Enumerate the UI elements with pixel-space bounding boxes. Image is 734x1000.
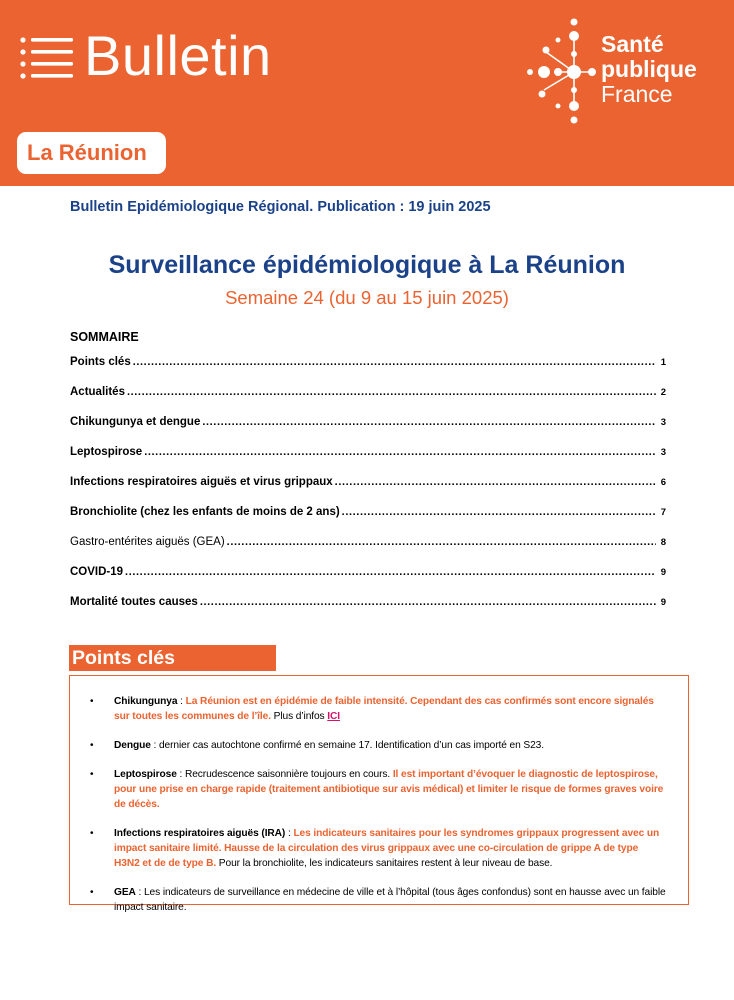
bullet-icon: • (90, 828, 94, 839)
logo-line-1: Santé (601, 31, 664, 57)
key-point-keyword: GEA (114, 887, 136, 898)
key-point-highlight: Les indicateurs sanitaires pour les syndromes grippaux progressent avec un impact sanitaire limité. Hausse de la circulation des virus grippaux avec une co-circulation de grippe A de type H3N2 et de de type B. (114, 828, 660, 869)
toc-entry-points-cles[interactable] (70, 356, 666, 386)
key-point-leptospirose (90, 767, 666, 812)
region-badge: La Réunion (17, 132, 166, 174)
toc-page-number: 2 (660, 387, 666, 398)
logo-line-2: publique (601, 56, 697, 82)
sub-title: Semaine 24 (du 9 au 15 juin 2025) (225, 287, 509, 308)
publication-line: Bulletin Epidémiologique Régional. Publication : 19 juin 2025 (70, 199, 491, 215)
key-point-dengue (90, 738, 666, 753)
key-point-separator: : (285, 828, 294, 839)
toc-page-number: 9 (660, 567, 666, 578)
toc-page-number: 8 (660, 537, 666, 548)
toc-page-number: 6 (660, 477, 666, 488)
key-point-separator: : (135, 887, 144, 898)
bulletin-title: Bulletin (84, 24, 272, 87)
key-point-keyword: Leptospirose (114, 769, 177, 780)
toc-page-number: 1 (660, 357, 666, 368)
key-point-keyword: Chikungunya (114, 696, 178, 707)
toc-entry-chikungunya-dengue[interactable] (70, 416, 666, 446)
toc-label: Mortalité toutes causes (70, 596, 198, 608)
key-point-text: Les indicateurs de surveillance en médecine de ville et à l’hôpital (tous âges confondus) sont en hausse avec un faible impact sanitaire. (114, 887, 666, 913)
key-point-separator: : (150, 740, 159, 751)
toc-label: Actualités (70, 386, 125, 398)
toc-heading: SOMMAIRE (70, 330, 139, 344)
toc-leader-dots (227, 536, 656, 548)
key-point-text: Plus d’infos (270, 711, 328, 722)
toc-entry-covid19[interactable] (70, 566, 666, 596)
bullet-icon: • (90, 769, 94, 780)
key-point-ira (90, 826, 666, 871)
toc-leader-dots (342, 506, 656, 518)
toc-label: Chikungunya et dengue (70, 416, 201, 428)
more-info-link[interactable]: ICI (327, 711, 340, 722)
toc-leader-dots (127, 386, 656, 398)
key-point-chikungunya (90, 694, 666, 724)
toc-leader-dots (133, 356, 656, 368)
bullet-icon: • (90, 696, 94, 707)
key-point-highlight: La Réunion est en épidémie de faible intensité. Cependant des cas confirmés sont encore signalés sur toutes les communes de l’île. (114, 696, 654, 722)
toc-label: Gastro-entérites aiguës (GEA) (70, 536, 225, 548)
menu-lines-icon (20, 36, 76, 80)
toc-label: Infections respiratoires aiguës et virus grippaux (70, 476, 333, 488)
header-banner (0, 0, 734, 186)
toc-entry-gea[interactable] (70, 536, 666, 566)
toc-page-number: 3 (660, 417, 666, 428)
toc-leader-dots (144, 446, 656, 458)
key-point-text: Recrudescence saisonnière toujours en cours. (184, 769, 393, 780)
logo-wordmark (601, 32, 697, 107)
toc-entry-bronchiolite[interactable] (70, 506, 666, 536)
key-point-separator: : (176, 769, 185, 780)
toc-label: Leptospirose (70, 446, 143, 458)
toc-entry-actualites[interactable] (70, 386, 666, 416)
key-point-text: dernier cas autochtone confirmé en semaine 17. Identification d’un cas importé en S23. (158, 740, 544, 751)
toc-page-number: 9 (660, 597, 666, 608)
toc-entry-mortalite[interactable] (70, 596, 666, 626)
toc-leader-dots (200, 596, 656, 608)
toc-label: Bronchiolite (chez les enfants de moins de 2 ans) (70, 506, 340, 518)
key-point-text: Pour la bronchiolite, les indicateurs sanitaires restent à leur niveau de base. (216, 858, 553, 869)
toc-page-number: 3 (660, 447, 666, 458)
points-cles-list (90, 694, 666, 929)
toc-entry-leptospirose[interactable] (70, 446, 666, 476)
key-point-gea (90, 885, 666, 915)
key-point-separator: : (177, 696, 186, 707)
key-point-keyword: Infections respiratoires aiguës (IRA) (114, 828, 286, 839)
toc-leader-dots (202, 416, 656, 428)
main-title: Surveillance épidémiologique à La Réunion (108, 251, 626, 279)
toc-page-number: 7 (660, 507, 666, 518)
toc-leader-dots (335, 476, 656, 488)
key-point-keyword: Dengue (114, 740, 151, 751)
logo-line-3: France (601, 81, 673, 107)
bullet-icon: • (90, 887, 94, 898)
toc-label: COVID-19 (70, 566, 124, 578)
table-of-contents (70, 356, 666, 626)
bullet-icon: • (90, 740, 94, 751)
toc-entry-ira[interactable] (70, 476, 666, 506)
key-point-highlight: Il est important d’évoquer le diagnostic de leptospirose, pour une prise en charge rapide (traitement antibiotique sur avis médical) et limiter le risque de formes graves voire de décès. (114, 769, 664, 810)
points-cles-heading: Points clés (69, 645, 276, 671)
toc-leader-dots (125, 566, 656, 578)
toc-label: Points clés (70, 356, 131, 368)
